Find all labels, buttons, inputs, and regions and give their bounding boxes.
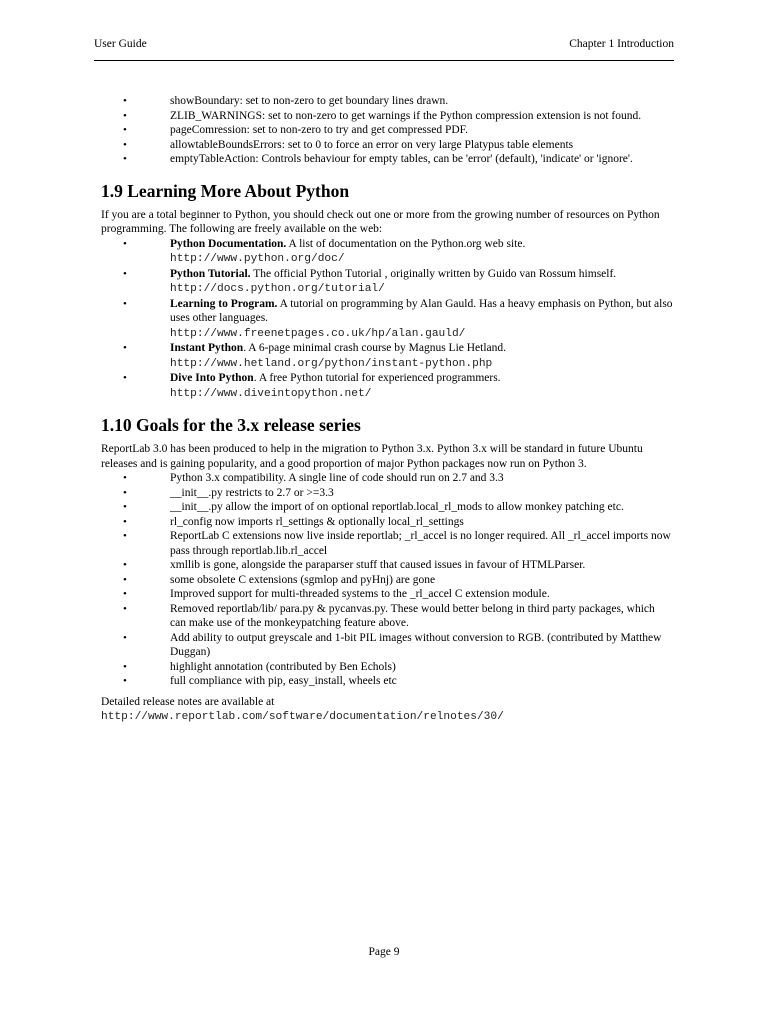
list-item <box>101 674 673 689</box>
goals-list <box>101 471 673 689</box>
bullet-icon: • <box>123 631 127 644</box>
list-item <box>101 529 673 558</box>
bullet-icon: • <box>123 138 127 151</box>
list-item <box>101 602 673 631</box>
bullet-icon: • <box>123 660 127 673</box>
list-item <box>101 631 673 660</box>
resource-link[interactable]: http://docs.python.org/tutorial/ <box>170 283 385 295</box>
list-item-text: Add ability to output greyscale and 1-bit PIL images without conversion to RGB. (contributed by Matthew Duggan) <box>170 631 662 658</box>
list-item <box>101 587 673 602</box>
list-item <box>101 237 673 267</box>
list-item-text: __init__.py restricts to 2.7 or >=3.3 <box>170 486 334 499</box>
bullet-icon: • <box>123 675 127 687</box>
list-item <box>101 515 673 530</box>
resource-link[interactable]: http://www.diveintopython.net/ <box>170 387 372 400</box>
page-footer: Page 9 <box>368 946 400 958</box>
resource-title: Dive Into Python <box>170 372 254 384</box>
resource-title: Python Tutorial. <box>170 267 251 280</box>
list-item-text: . A free Python tutorial for experienced programmers. <box>253 372 501 384</box>
resource-title: Python Documentation. <box>170 237 287 250</box>
list-item-text: ReportLab C extensions now live inside reportlab; _rl_accel is no longer required. All _rl_accel imports now pass through reportlab.lib.rl_accel <box>170 530 671 557</box>
page-content <box>101 94 673 725</box>
list-item <box>101 558 673 573</box>
bullet-icon: • <box>123 124 127 136</box>
release-notes-text: Detailed release notes are available at <box>101 695 275 708</box>
list-item-text: A tutorial on programming by Alan Gauld. Has a heavy emphasis on Python, but also uses other languages. <box>170 297 673 324</box>
list-item <box>101 486 673 501</box>
list-item <box>101 267 673 297</box>
list-item-text: pageComression: set to non-zero to try and get compressed PDF. <box>170 124 469 136</box>
resource-link[interactable]: http://www.freenetpages.co.uk/hp/alan.gauld/ <box>170 327 466 340</box>
page-header <box>94 38 674 50</box>
resource-link[interactable]: http://www.python.org/doc/ <box>170 253 345 265</box>
list-item <box>101 471 673 486</box>
header-right: Chapter 1 Introduction <box>569 38 674 50</box>
resource-title: Learning to Program. <box>170 297 278 310</box>
bullet-icon: • <box>123 573 127 586</box>
list-item-text: showBoundary: set to non-zero to get boundary lines drawn. <box>170 95 449 107</box>
bullet-icon: • <box>123 530 127 542</box>
resource-title: Instant Python <box>170 342 244 354</box>
list-item-text: Removed reportlab/lib/ para.py & pycanvas.py. These would better belong in third party packages, which can make use of the monkeypatching feature above. <box>170 602 655 629</box>
bullet-icon: • <box>123 602 127 615</box>
list-item <box>101 500 673 515</box>
bullet-icon: • <box>123 372 127 384</box>
list-item <box>101 109 673 124</box>
list-item <box>101 371 673 401</box>
list-item <box>101 297 673 342</box>
list-item-text: rl_config now imports rl_settings & optionally local_rl_settings <box>170 515 464 528</box>
bullet-icon: • <box>123 472 127 484</box>
list-item <box>101 573 673 588</box>
list-item-text: The official Python Tutorial , originally written by Guido van Rossum himself. <box>250 267 617 280</box>
bullet-icon: • <box>123 588 127 600</box>
list-item-text: Improved support for multi-threaded systems to the _rl_accel C extension module. <box>170 588 550 600</box>
bullet-icon: • <box>123 237 127 250</box>
section-heading-learning-python: 1.9 Learning More About Python <box>101 180 350 201</box>
bullet-icon: • <box>123 95 127 107</box>
list-item-text: some obsolete C extensions (sgmlop and pyHnj) are gone <box>170 573 436 586</box>
list-item <box>101 152 673 167</box>
section-heading-goals: 1.10 Goals for the 3.x release series <box>101 415 361 435</box>
section-intro-goals: ReportLab 3.0 has been produced to help in the migration to Python 3.x. Python 3.x will be standard in future Ubuntu releases and is gaining popularity, and a good proportion of major Python packages now run on Python 3. <box>101 443 643 470</box>
bullet-icon: • <box>123 486 127 499</box>
list-item-text: emptyTableAction: Controls behaviour for empty tables, can be 'error' (default), 'indicate' or 'ignore'. <box>170 153 633 165</box>
header-rule <box>94 60 674 61</box>
section-intro-learning-python: If you are a total beginner to Python, you should check out one or more from the growing number of resources on Python programming. The following are freely available on the web: <box>101 208 660 235</box>
list-item-text: allowtableBoundsErrors: set to 0 to force an error on very large Platypus table elements <box>170 138 574 151</box>
list-item-text: . A 6-page minimal crash course by Magnus Lie Hetland. <box>243 342 507 354</box>
list-item-text: A list of documentation on the Python.org web site. <box>286 237 526 250</box>
resource-link[interactable]: http://www.hetland.org/python/instant-python.php <box>170 357 493 370</box>
list-item <box>101 94 673 109</box>
list-item <box>101 341 673 371</box>
bullet-icon: • <box>123 267 127 280</box>
list-item-text: highlight annotation (contributed by Ben Echols) <box>170 660 396 673</box>
header-left: User Guide <box>94 38 147 50</box>
list-item-text: __init__.py allow the import of on optional reportlab.local_rl_mods to allow monkey patching etc. <box>170 501 624 513</box>
bullet-icon: • <box>123 559 127 571</box>
list-item-text: Python 3.x compatibility. A single line of code should run on 2.7 and 3.3 <box>170 472 504 484</box>
list-item-text: xmllib is gone, alongside the paraparser stuff that caused issues in favour of HTMLParser. <box>170 559 586 571</box>
bullet-icon: • <box>123 297 127 310</box>
bullet-icon: • <box>123 342 127 354</box>
list-item <box>101 123 673 138</box>
bullet-icon: • <box>123 153 127 165</box>
resources-list <box>101 237 673 402</box>
release-notes-link-line <box>101 709 673 725</box>
bullet-icon: • <box>123 109 127 122</box>
bullet-icon: • <box>123 515 127 528</box>
list-item-text: ZLIB_WARNINGS: set to non-zero to get warnings if the Python compression extension is not found. <box>170 109 642 122</box>
bullet-icon: • <box>123 501 127 513</box>
settings-list <box>101 94 673 167</box>
release-notes-link[interactable]: http://www.reportlab.com/software/documentation/relnotes/30/ <box>101 711 504 723</box>
list-item <box>101 660 673 675</box>
list-item-text: full compliance with pip, easy_install, wheels etc <box>170 675 397 687</box>
list-item <box>101 138 673 153</box>
